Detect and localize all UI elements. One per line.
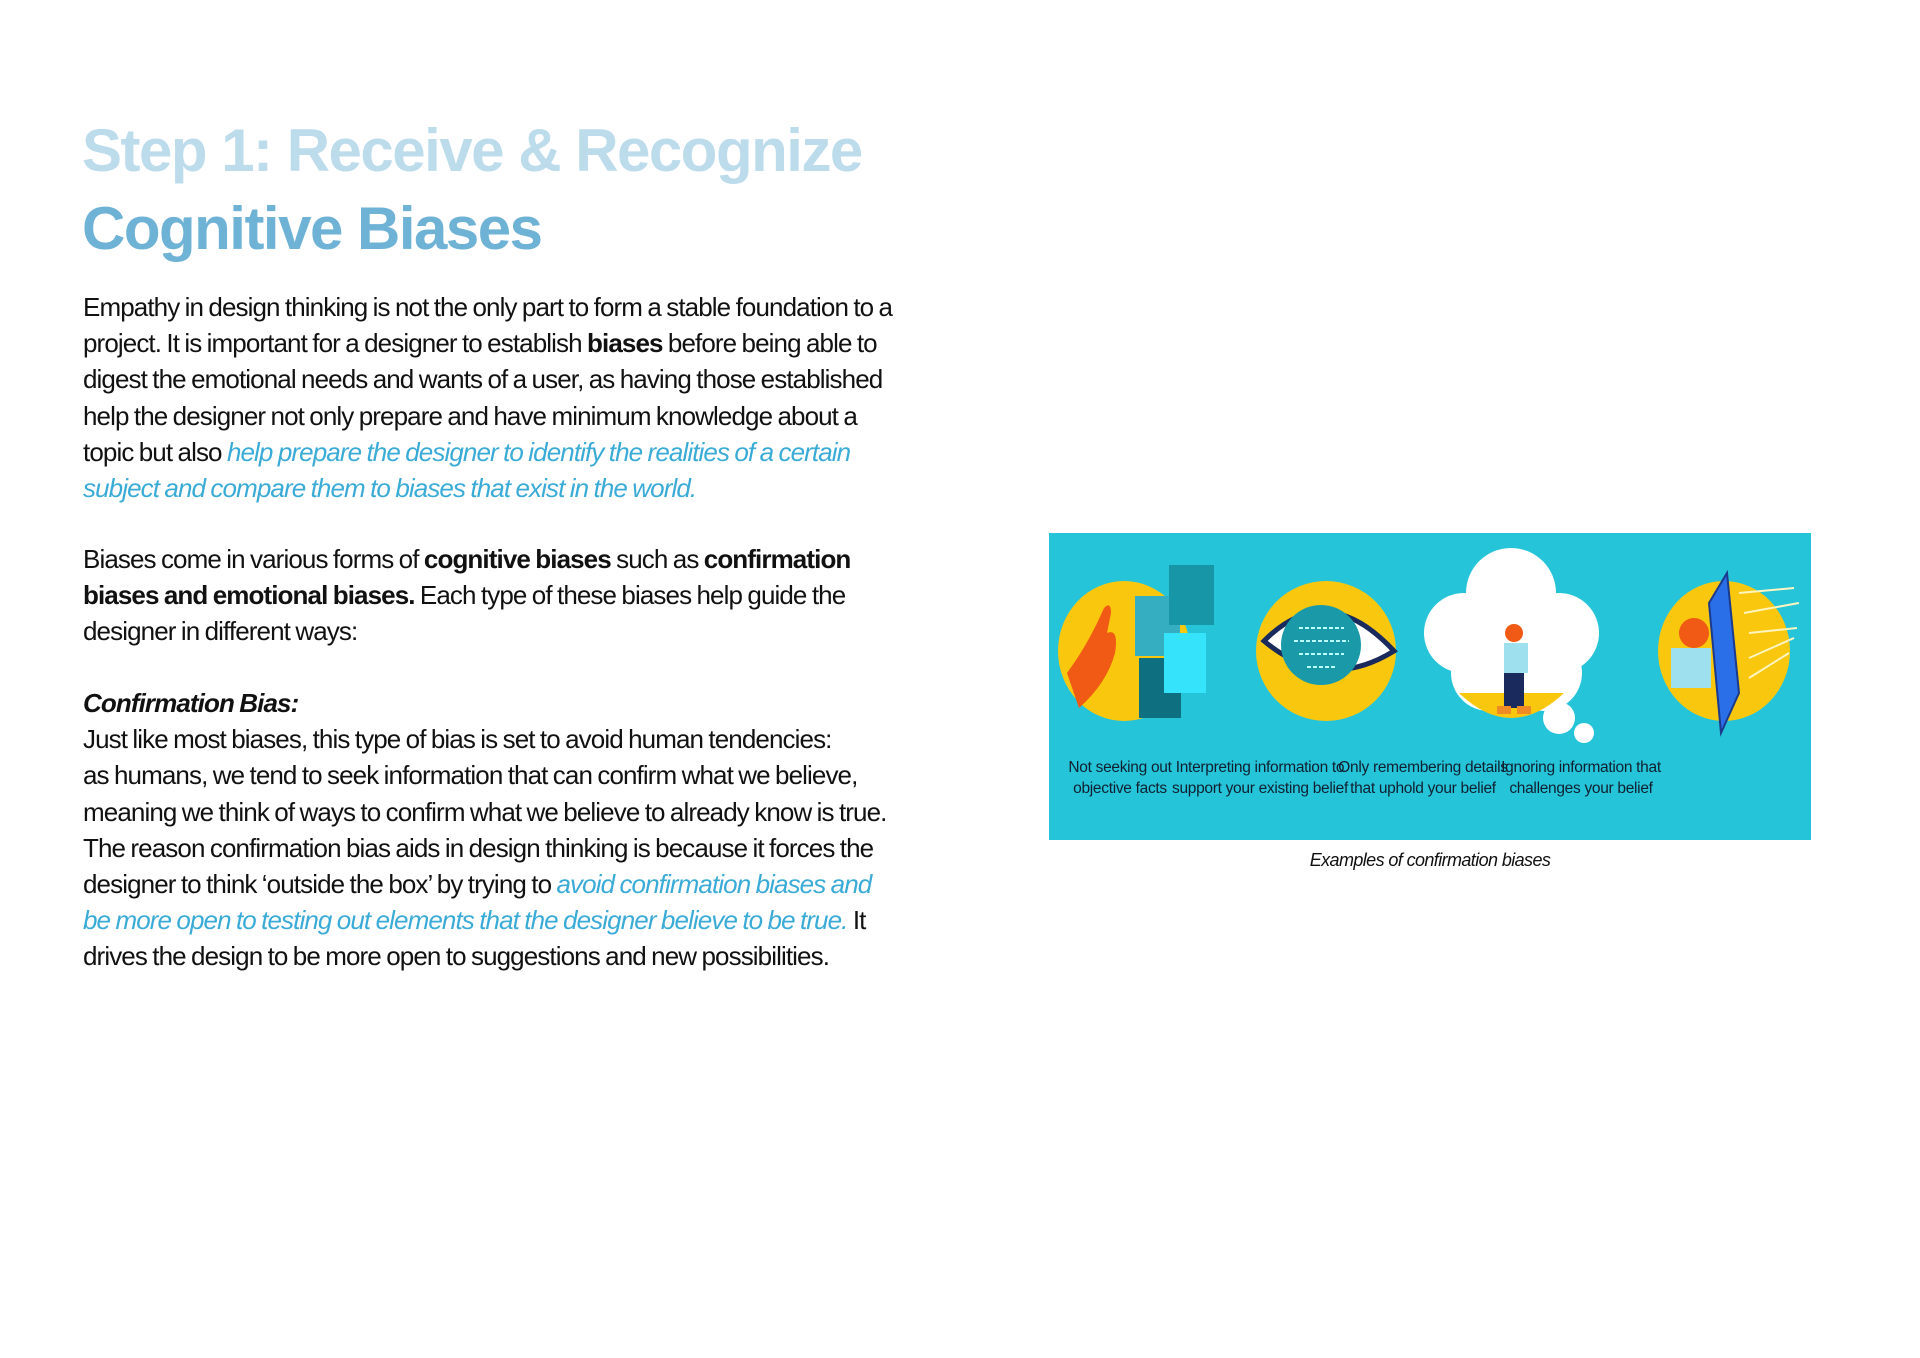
text: such as	[610, 544, 704, 574]
text: designer to think ‘outside the box’ by trying to	[83, 869, 557, 900]
text: designer in different ways:	[83, 616, 358, 647]
paragraph-intro	[83, 289, 892, 506]
text: The reason confirmation bias aids in design thinking is because it forces the	[83, 832, 874, 863]
bold-text: confirmation	[703, 544, 851, 574]
text: before being able to	[662, 328, 877, 359]
block	[1169, 565, 1214, 625]
text: It	[847, 905, 866, 936]
highlight-text: subject and compare them to biases that exist in the world.	[83, 473, 697, 504]
text: Each type of these biases help guide the	[414, 580, 846, 611]
text: meaning we think of ways to confirm what we believe to already know is true.	[83, 796, 887, 827]
highlight-text: help prepare the designer to identify the realities of a certain	[226, 436, 851, 467]
text: digest the emotional needs and wants of a user, as having those established	[83, 364, 883, 395]
page-title: Cognitive Biases	[82, 195, 542, 262]
figure-caption-3: Only remembering details that uphold your belief	[1338, 759, 1508, 797]
text: Biases come in various forms of	[83, 544, 424, 574]
highlight-text: avoid confirmation biases and	[556, 869, 872, 900]
iris	[1281, 605, 1361, 685]
block	[1164, 633, 1206, 693]
highlight-text: be more open to testing out elements that the designer believe to be true.	[83, 905, 848, 936]
text: drives the design to be more open to suggestions and new possibilities.	[83, 941, 830, 972]
paragraph-confirmation	[83, 685, 886, 975]
section-heading: Confirmation Bias:	[83, 688, 299, 718]
figure-caption-1: Not seeking out objective facts	[1068, 759, 1172, 797]
text: project. It is important for a designer to establish	[83, 328, 588, 359]
figure-caption-2: Interpreting information to support your existing belief	[1172, 759, 1348, 797]
text: Empathy in design thinking is not the only part to form a stable foundation to a	[83, 292, 893, 322]
confirmation-bias-illustration	[1049, 533, 1811, 840]
bold-text: cognitive biases	[423, 544, 611, 574]
person-icon	[1679, 618, 1709, 648]
text: help the designer not only prepare and have minimum knowledge about a	[83, 400, 857, 431]
step-heading: Step 1: Receive & Recognize	[82, 117, 862, 184]
bold-text: biases	[587, 328, 663, 359]
shirt	[1671, 648, 1711, 688]
text: as humans, we tend to seek information that can confirm what we believe,	[83, 760, 858, 791]
paragraph-biases	[83, 541, 850, 650]
figure-caption-4: Ignoring information that challenges your belief	[1501, 759, 1661, 797]
text: Just like most biases, this type of bias is set to avoid human tendencies:	[83, 724, 832, 755]
text: topic but also	[83, 436, 227, 467]
figure-caption: Examples of confirmation biases	[1309, 850, 1551, 870]
bold-text: biases and emotional biases.	[83, 580, 415, 611]
